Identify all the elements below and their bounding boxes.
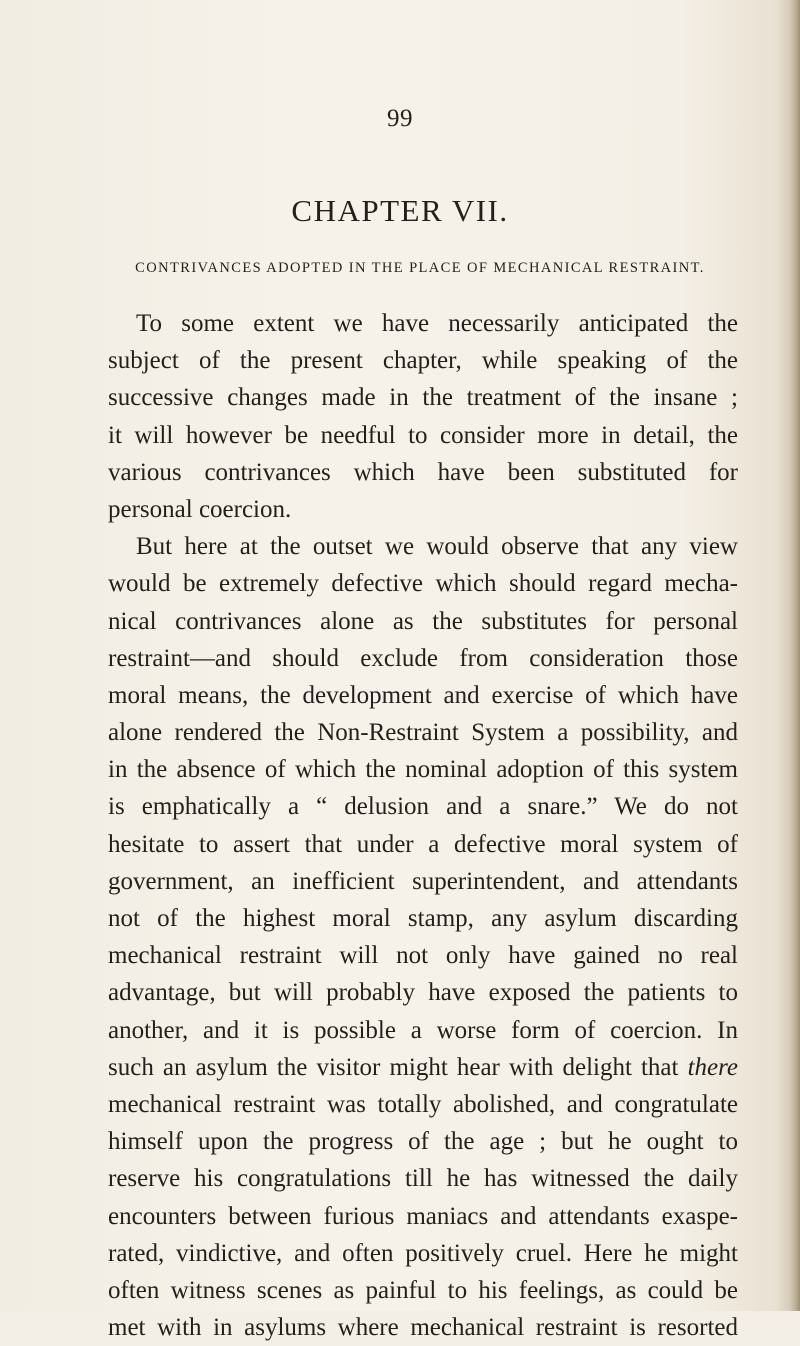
text-line: met with in asylums where mechanical restraint is resorted xyxy=(108,1314,738,1342)
text-line: alone rendered the Non-Restraint System a possibility, and xyxy=(108,719,738,747)
text-line: various contrivances which have been substituted for xyxy=(108,458,738,486)
text-line: But here at the outset we would observe that any view xyxy=(136,533,738,561)
text-line: often witness scenes as painful to his feelings, as could be xyxy=(108,1276,738,1304)
body-text xyxy=(108,305,738,1346)
text-line: in the absence of which the nominal adoption of this system xyxy=(108,756,738,784)
text-line: is emphatically a “ delusion and a snare.” We do not xyxy=(108,793,738,821)
text-line: nical contrivances alone as the substitutes for personal xyxy=(108,607,738,635)
text-line: restraint—and should exclude from consideration those xyxy=(108,644,738,672)
text-line: advantage, but will probably have exposed the patients to xyxy=(108,979,738,1007)
text-line: subject of the present chapter, while speaking of the xyxy=(108,347,738,375)
text-line: successive changes made in the treatment of the insane ; xyxy=(108,384,738,412)
text-line: not of the highest moral stamp, any asylum discarding xyxy=(108,905,738,932)
text-line: rated, vindictive, and often positively cruel. Here he might xyxy=(108,1239,738,1267)
text-line: mechanical restraint was totally abolished, and congratulate xyxy=(108,1090,738,1118)
text-line xyxy=(108,1049,738,1086)
text-line: government, an inefficient superintendent, and attendants xyxy=(108,867,738,895)
text-line: himself upon the progress of the age ; but he ought to xyxy=(108,1128,738,1156)
text-line: reserve his congratulations till he has witnessed the daily xyxy=(108,1165,738,1193)
chapter-subtitle: CONTRIVANCES ADOPTED IN THE PLACE OF MECHANICAL RESTRAINT. xyxy=(135,260,705,276)
text-line: another, and it is possible a worse form of coercion. In xyxy=(108,1016,738,1044)
text-line: mechanical restraint will not only have gained no real xyxy=(108,942,738,970)
text-line: moral means, the development and exercise of which have xyxy=(108,681,738,709)
text-line: hesitate to assert that under a defective moral system of xyxy=(108,830,738,858)
chapter-title: CHAPTER VII. xyxy=(291,193,509,228)
text-line: would be extremely defective which should regard mecha- xyxy=(108,570,738,598)
italic-word: there xyxy=(687,1053,739,1081)
text-line: encounters between furious maniacs and attendants exaspe- xyxy=(108,1202,738,1230)
text-line: personal coercion. xyxy=(108,495,292,523)
text-line: To some extent we have necessarily anticipated the xyxy=(136,310,738,337)
text-line-part: such an asylum the visitor might hear with delight that xyxy=(108,1053,679,1081)
page-number: 99 xyxy=(387,105,413,132)
text-line: it will however be needful to consider more in detail, the xyxy=(108,421,738,449)
